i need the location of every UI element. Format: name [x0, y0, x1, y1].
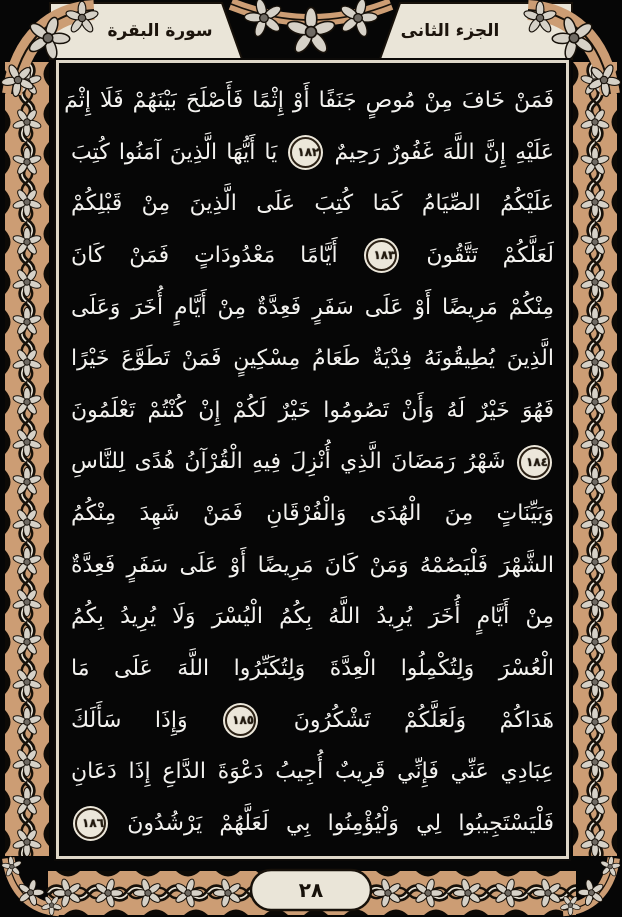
- top-floral-crest-icon: [231, 0, 391, 55]
- border-left-arabesque-icon: [5, 62, 49, 862]
- verse-number-medallion: ١٨٥: [225, 705, 256, 736]
- quran-text-panel: [59, 63, 566, 856]
- quran-text-line: الْعُسْرَ وَلِتُكْمِلُوا الْعِدَّةَ وَلِتُكَبِّرُوا اللَّهَ عَلَى مَا: [71, 656, 554, 682]
- quran-text-line: وَبَيِّنَاتٍ مِنَ الْهُدَى وَالْفُرْقَانِ فَمَنْ شَهِدَ مِنْكُمُ: [71, 501, 554, 527]
- juz-title-label: الجزء الثانى: [400, 21, 500, 41]
- quran-text-line: ١٨٤ شَهْرُ رَمَضَانَ الَّذِي أُنْزِلَ فِيهِ الْقُرْآنُ هُدًى لِلنَّاسِ: [71, 438, 554, 486]
- border-right-arabesque-icon: [573, 62, 617, 862]
- surah-title-label: سورة البقرة: [107, 21, 213, 41]
- quran-text-line: مِنْ أَيَّامٍ أُخَرَ يُرِيدُ اللَّهُ بِكُمُ الْيُسْرَ وَلَا يُرِيدُ بِكُمُ: [71, 604, 554, 630]
- quran-text-line: الشَّهْرَ فَلْيَصُمْهُ وَمَنْ كَانَ مَرِيضًا أَوْ عَلَى سَفَرٍ فَعِدَّةٌ: [71, 552, 554, 578]
- quran-text-line: عَلَيْهِ إِنَّ اللَّهَ غَفُورٌ رَحِيمٌ ١٨٢ يَا أَيُّهَا الَّذِينَ آمَنُوا كُتِبَ: [71, 129, 554, 177]
- verse-number-medallion: ١٨٤: [519, 447, 550, 478]
- quran-text-line: مِنْكُمْ مَرِيضًا أَوْ عَلَى سَفَرٍ فَعِدَّةٌ مِنْ أَيَّامٍ أُخَرَ وَعَلَى: [71, 294, 554, 320]
- quran-text-line: فَلْيَسْتَجِيبُوا لِي وَلْيُؤْمِنُوا بِي لَعَلَّهُمْ يَرْشُدُونَ ١٨٦: [71, 800, 554, 848]
- verse-number-medallion: ١٨٦: [75, 808, 106, 839]
- quran-text-line: لَعَلَّكُمْ تَتَّقُونَ ١٨٣ أَيَّامًا مَعْدُودَاتٍ فَمَنْ كَانَ: [71, 232, 554, 280]
- quran-text-line: الَّذِينَ يُطِيقُونَهُ فِدْيَةٌ طَعَامُ مِسْكِينٍ فَمَنْ تَطَوَّعَ خَيْرًا: [71, 346, 554, 372]
- page-number: ٢٨: [298, 878, 324, 902]
- quran-text-line: عِبَادِي عَنِّي فَإِنِّي قَرِيبٌ أُجِيبُ دَعْوَةَ الدَّاعِ إِذَا دَعَانِ: [71, 759, 554, 785]
- quran-text-line: فَمَنْ خَافَ مِنْ مُوصٍ جَنَفًا أَوْ إِثْمًا فَأَصْلَحَ بَيْنَهُمْ فَلَا إِثْمَ: [64, 88, 554, 113]
- quran-text-line: عَلَيْكُمُ الصِّيَامُ كَمَا كُتِبَ عَلَى الَّذِينَ مِنْ قَبْلِكُمْ: [71, 191, 554, 217]
- quran-text-line: فَهُوَ خَيْرٌ لَهُ وَأَنْ تَصُومُوا خَيْرٌ لَكُمْ إِنْ كُنْتُمْ تَعْلَمُونَ: [71, 397, 554, 423]
- verse-number-medallion: ١٨٣: [366, 240, 397, 271]
- verse-number-medallion: ١٨٢: [290, 137, 321, 168]
- quran-text-line: هَدَاكُمْ وَلَعَلَّكُمْ تَشْكُرُونَ ١٨٥ وَإِذَا سَأَلَكَ: [71, 697, 554, 745]
